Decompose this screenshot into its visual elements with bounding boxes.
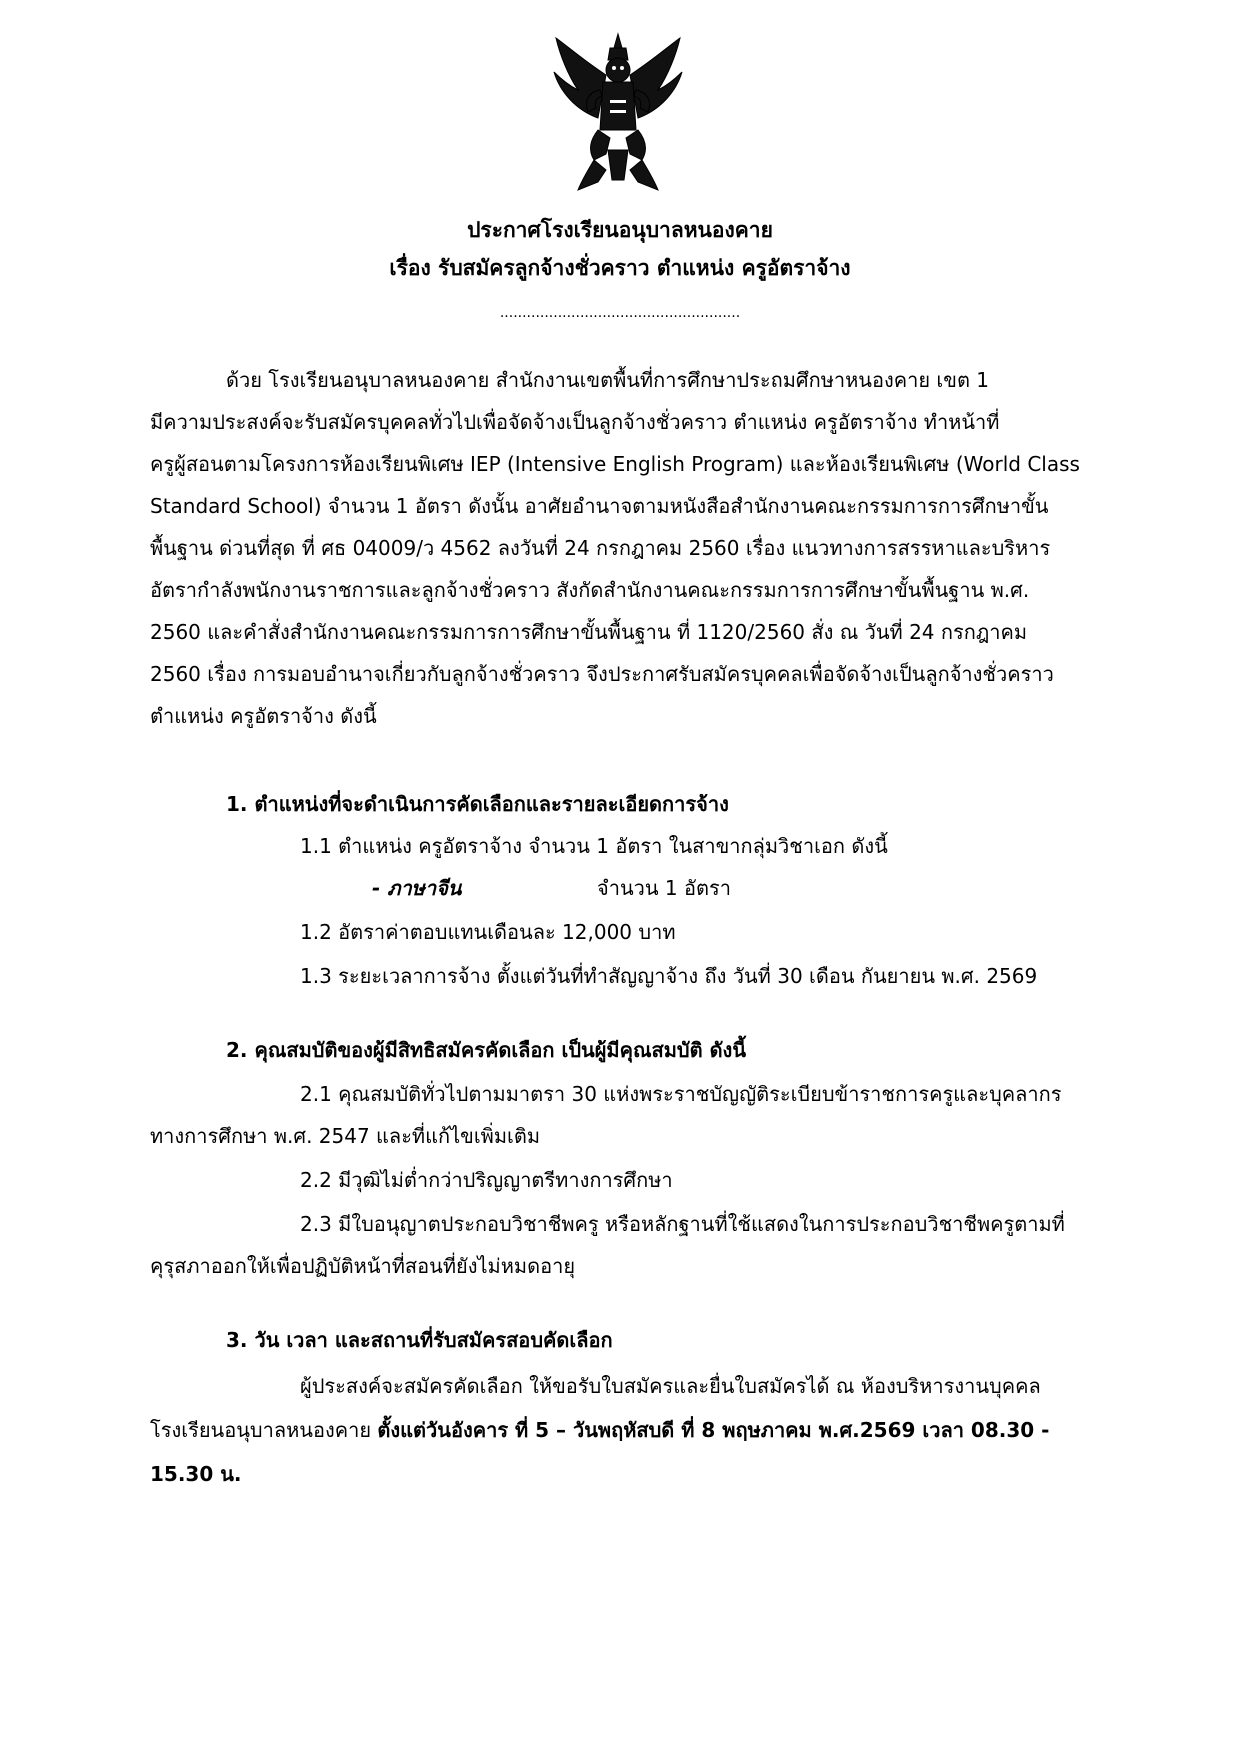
section1-item-3: 1.3 ระยะเวลาการจ้าง ตั้งแต่วันที่ทำสัญญาจ้าง ถึง วันที่ 30 เดือน กันยายน พ.ศ. 2569: [300, 964, 1038, 988]
section3-line: ผู้ประสงค์จะสมัครคัดเลือก ให้ขอรับใบสมัครและยื่นใบสมัครได้ ณ ห้องบริหารงานบุคคล: [300, 1374, 1041, 1398]
section3-heading: 3. วัน เวลา และสถานที่รับสมัครสอบคัดเลือก: [226, 1328, 613, 1352]
intro-line: พื้นฐาน ด่วนที่สุด ที่ ศธ 04009/ว 4562 ลงวันที่ 24 กรกฎาคม 2560 เรื่อง แนวทางการสรรหาและบริหาร: [150, 536, 1051, 560]
school-name: โรงเรียนอนุบาลหนองคาย: [150, 1418, 378, 1442]
application-time-end: 15.30 น.: [150, 1462, 242, 1486]
intro-line: 2560 และคำสั่งสำนักงานคณะกรรมการการศึกษาขั้นพื้นฐาน ที่ 1120/2560 สั่ง ณ วันที่ 24 กรกฎาคม: [150, 620, 1028, 644]
intro-line: มีความประสงค์จะรับสมัครบุคคลทั่วไปเพื่อจัดจ้างเป็นลูกจ้างชั่วคราว ตำแหน่ง ครูอัตราจ้าง ทำหน้าที่: [150, 410, 1000, 434]
announcement-subject: เรื่อง รับสมัครลูกจ้างชั่วคราว ตำแหน่ง ครูอัตราจ้าง: [389, 256, 851, 280]
section1-heading: 1. ตำแหน่งที่จะดำเนินการคัดเลือกและรายละเอียดการจ้าง: [226, 792, 729, 816]
section3-line: [150, 1415, 1049, 1445]
subject-count: จำนวน 1 อัตรา: [597, 876, 731, 900]
intro-line: อัตรากำลังพนักงานราชการและลูกจ้างชั่วคราว สังกัดสำนักงานคณะกรรมการการศึกษาขั้นพื้นฐาน พ.ศ.: [150, 578, 1030, 602]
application-dates: ตั้งแต่วันอังคาร ที่ 5 – วันพฤหัสบดี ที่ 8 พฤษภาคม พ.ศ.2569 เวลา 08.30 -: [377, 1418, 1050, 1442]
section2-item-1: 2.1 คุณสมบัติทั่วไปตามมาตรา 30 แห่งพระราชบัญญัติระเบียบข้าราชการครูและบุคลากร: [300, 1082, 1062, 1106]
section1-item-1: 1.1 ตำแหน่ง ครูอัตราจ้าง จำนวน 1 อัตรา ในสาขากลุ่มวิชาเอก ดังนี้: [300, 834, 888, 858]
title-separator: ......................................................: [499, 305, 741, 321]
section2-item-3: 2.3 มีใบอนุญาตประกอบวิชาชีพครู หรือหลักฐานที่ใช้แสดงในการประกอบวิชาชีพครูตามที่: [300, 1212, 1065, 1236]
section2-heading: 2. คุณสมบัติของผู้มีสิทธิสมัครคัดเลือก เป็นผู้มีคุณสมบัติ ดังนี้: [226, 1038, 746, 1062]
section2-item-3-cont: คุรุสภาออกให้เพื่อปฏิบัติหน้าที่สอนที่ยังไม่หมดอายุ: [150, 1254, 576, 1278]
garuda-emblem-icon: [548, 30, 688, 200]
section2-item-1-cont: ทางการศึกษา พ.ศ. 2547 และที่แก้ไขเพิ่มเติม: [150, 1124, 541, 1148]
announcement-title: ประกาศโรงเรียนอนุบาลหนองคาย: [467, 218, 773, 242]
section2-item-2: 2.2 มีวุฒิไม่ต่ำกว่าปริญญาตรีทางการศึกษา: [300, 1168, 673, 1192]
subject-name: - ภาษาจีน: [372, 876, 462, 900]
intro-line: ครูผู้สอนตามโครงการห้องเรียนพิเศษ IEP (Intensive English Program) และห้องเรียนพิเศษ (World Class: [150, 452, 1080, 476]
intro-line: ตำแหน่ง ครูอัตราจ้าง ดังนี้: [150, 704, 377, 728]
section1-item-2: 1.2 อัตราค่าตอบแทนเดือนละ 12,000 บาท: [300, 920, 676, 944]
intro-line: 2560 เรื่อง การมอบอำนาจเกี่ยวกับลูกจ้างชั่วคราว จึงประกาศรับสมัครบุคคลเพื่อจัดจ้างเป็นลูกจ้างชั่วคราว: [150, 662, 1054, 686]
intro-line: ด้วย โรงเรียนอนุบาลหนองคาย สำนักงานเขตพื้นที่การศึกษาประถมศึกษาหนองคาย เขต 1: [226, 368, 990, 392]
intro-line: Standard School) จำนวน 1 อัตรา ดังนั้น อาศัยอำนาจตามหนังสือสำนักงานคณะกรรมการการศึกษาขั้น: [150, 494, 1049, 518]
